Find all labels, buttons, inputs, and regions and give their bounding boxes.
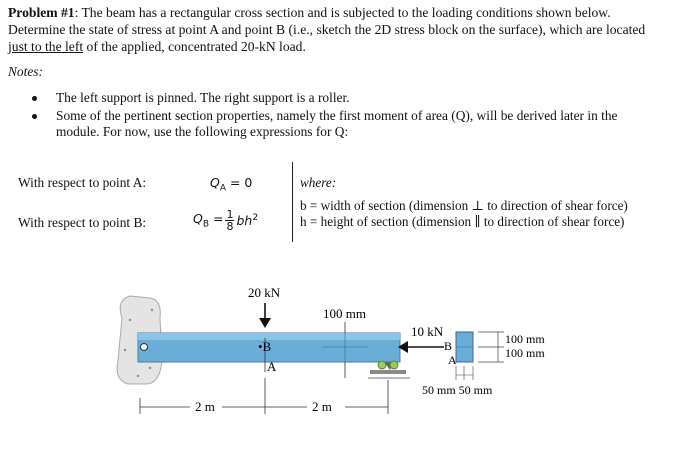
qb-exponent: 2 [252, 212, 259, 223]
roller-left-icon [378, 361, 386, 369]
qa-subscript: A [219, 183, 227, 194]
label-point-b: With respect to point B: [18, 215, 147, 230]
label-point-a: With respect to point A: [18, 175, 147, 190]
where-label: where: [300, 175, 337, 190]
cs-point-b: B [444, 339, 453, 353]
point-b-label: •B [258, 339, 272, 354]
emphasis-just-left: just to the left [8, 39, 84, 54]
qb-equals: = [209, 211, 224, 227]
cs-point-a: A [448, 353, 457, 367]
qb-symbol: Q [193, 211, 203, 227]
cs-dim-w: 50 mm 50 mm [422, 383, 493, 397]
problem-text-1: : The beam has a rectangular cross section and is subjected to the loading conditions shown below. [74, 5, 611, 20]
notes-title: Notes: [8, 64, 43, 79]
cs-dim-h2: 100 mm [505, 346, 545, 360]
point-a-label: A [267, 359, 277, 374]
qb-numerator: 1 [226, 208, 234, 221]
span-left-label: 2 m [195, 399, 215, 414]
dim-100-top: 100 mm [323, 306, 366, 321]
load-10-label: 10 kN [411, 324, 444, 339]
problem-text-3: of the applied, concentrated 20-kN load. [83, 39, 306, 54]
qb-subscript: B [202, 219, 210, 230]
pin-icon [141, 344, 148, 351]
h-definition: h = height of section (dimension ∥ to direction of shear force) [300, 214, 625, 229]
roller-right-icon [390, 361, 398, 369]
b-definition: b = width of section (dimension ⊥ to direction of shear force) [300, 198, 628, 213]
load-20-label: 20 kN [248, 285, 281, 300]
qb-denominator: 8 [226, 220, 234, 233]
problem-label: Problem #1 [8, 5, 75, 20]
problem-line-2: Determine the state of stress at point A and point B (i.e., sketch the 2D stress block on the surface), which are located [8, 22, 646, 37]
qa-rhs: = 0 [226, 175, 253, 190]
qa-symbol: Q [210, 175, 220, 190]
note-text-2b: module. For now, use the following expressions for Q: [56, 124, 349, 139]
qb-bh: bh [236, 213, 253, 229]
arrow-down-icon [259, 318, 271, 328]
note-text-1: The left support is pinned. The right support is a roller. [56, 90, 350, 105]
roller-ground [370, 370, 406, 374]
span-right-label: 2 m [312, 399, 332, 414]
note-text-2a: Some of the pertinent section properties, namely the first moment of area (Q), will be derived later in the [56, 107, 618, 123]
cs-dim-h1: 100 mm [505, 332, 545, 346]
